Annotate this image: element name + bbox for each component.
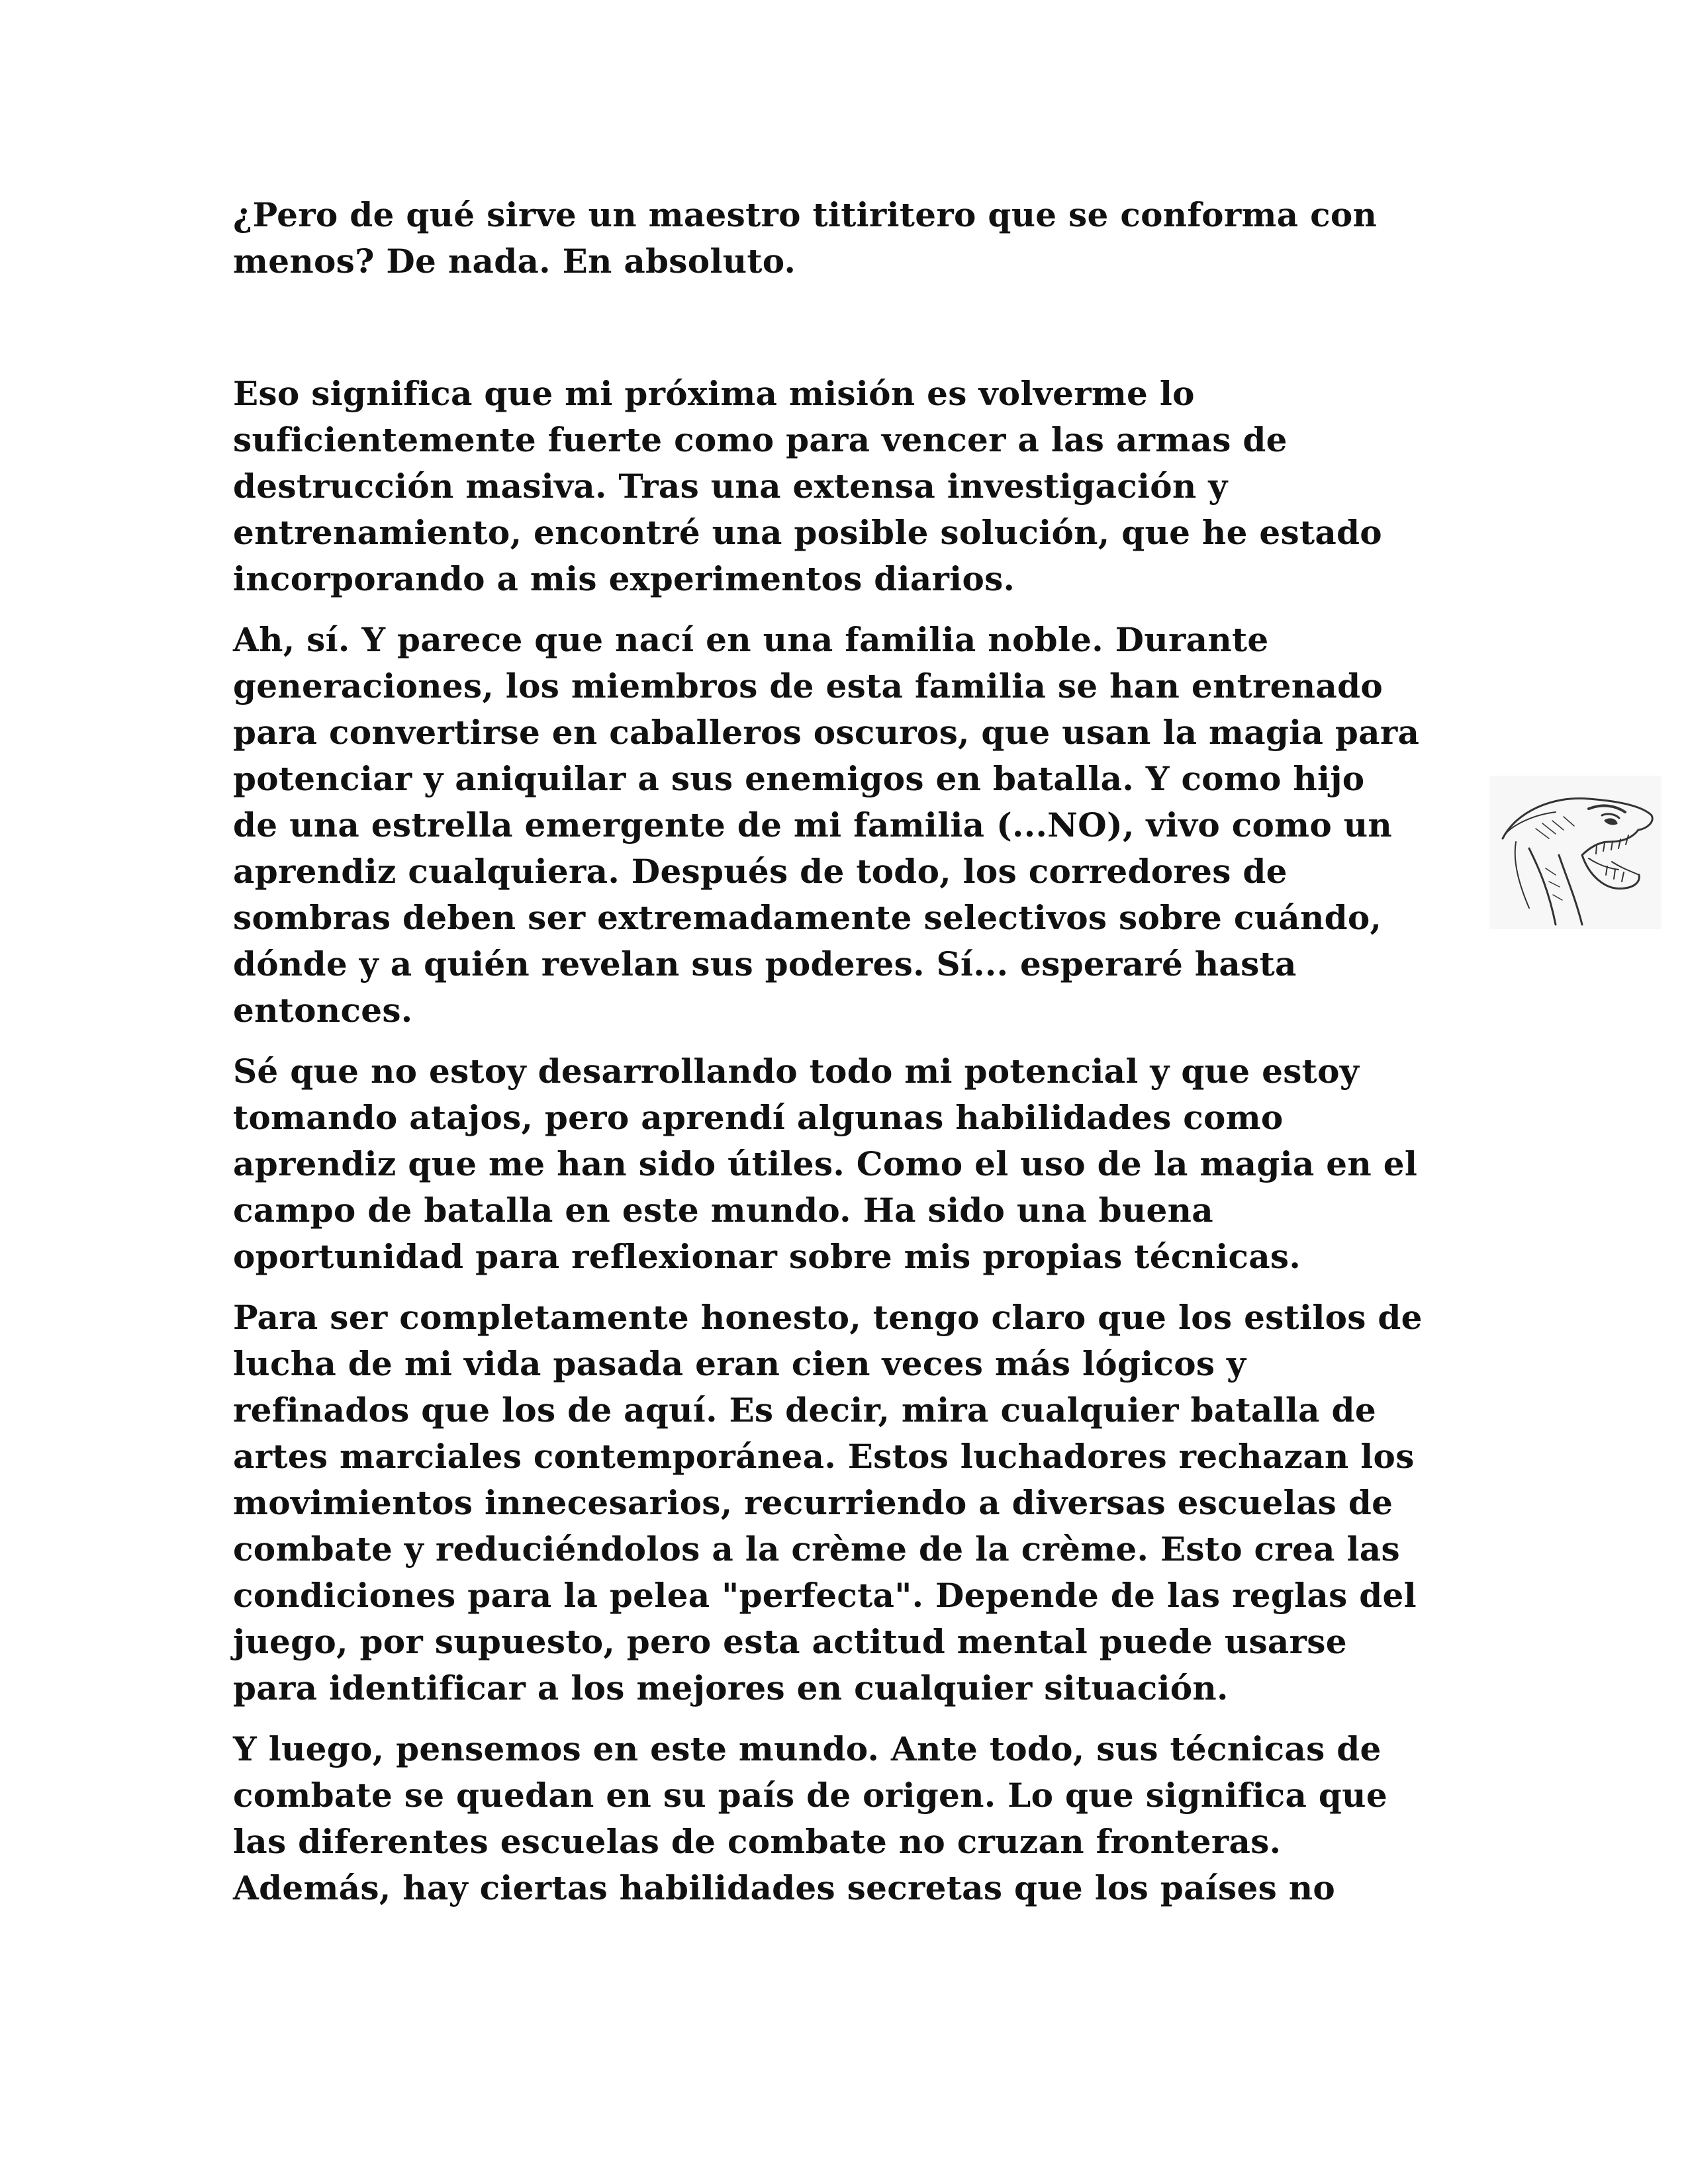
paragraph-5: Para ser completamente honesto, tengo claro que los estilos de lucha de mi vida pasada eran cien veces más lógicos y refinados que los de aquí. Es decir, mira cualquier batalla de artes marciales contemporánea. Estos luchadores rechazan los movimientos innecesarios, recurriendo a diversas escuelas de combate y reduciéndolos a la crème de la crème. Esto crea las condiciones para la pelea "perfecta". Depende de las reglas del juego, por supuesto, pero esta actitud mental puede usarse para identificar a los mejores en cualquier situación. — [233, 1298, 1423, 1707]
paragraph-1: ¿Pero de qué sirve un maestro titiritero que se conforma con menos? De nada. En absoluto. — [233, 195, 1378, 281]
paragraph-6: Y luego, pensemos en este mundo. Ante todo, sus técnicas de combate se quedan en su país de origen. Lo que significa que las diferentes escuelas de combate no cruzan fronteras. Además, hay ciertas habilidades secretas que los países no — [233, 1729, 1387, 1907]
dinosaur-head-sketch-icon — [1489, 776, 1662, 929]
document-body — [233, 192, 1458, 1926]
paragraph-3: Ah, sí. Y parece que nací en una familia noble. Durante generaciones, los miembros de esta familia se han entrenado para convertirse en caballeros oscuros, que usan la magia para potenciar y aniquilar a sus enemigos en batalla. Y como hijo de una estrella emergente de mi familia (...NO), vivo como un aprendiz cualquiera. Después de todo, los corredores de sombras deben ser extremadamente selectivos sobre cuándo, dónde y a quién revelan sus poderes. Sí... esperaré hasta entonces. — [233, 620, 1420, 1030]
paragraph-2: Eso significa que mi próxima misión es volverme lo suficientemente fuerte como para vencer a las armas de destrucción masiva. Tras una extensa investigación y entrenamiento, encontré una posible solución, que he estado incorporando a mis experimentos diarios. — [233, 374, 1382, 598]
paragraph-4: Sé que no estoy desarrollando todo mi potencial y que estoy tomando atajos, pero aprendí algunas habilidades como aprendiz que me han sido útiles. Como el uso de la magia en el campo de batalla en este mundo. Ha sido una buena oportunidad para reflexionar sobre mis propias técnicas. — [233, 1052, 1418, 1276]
